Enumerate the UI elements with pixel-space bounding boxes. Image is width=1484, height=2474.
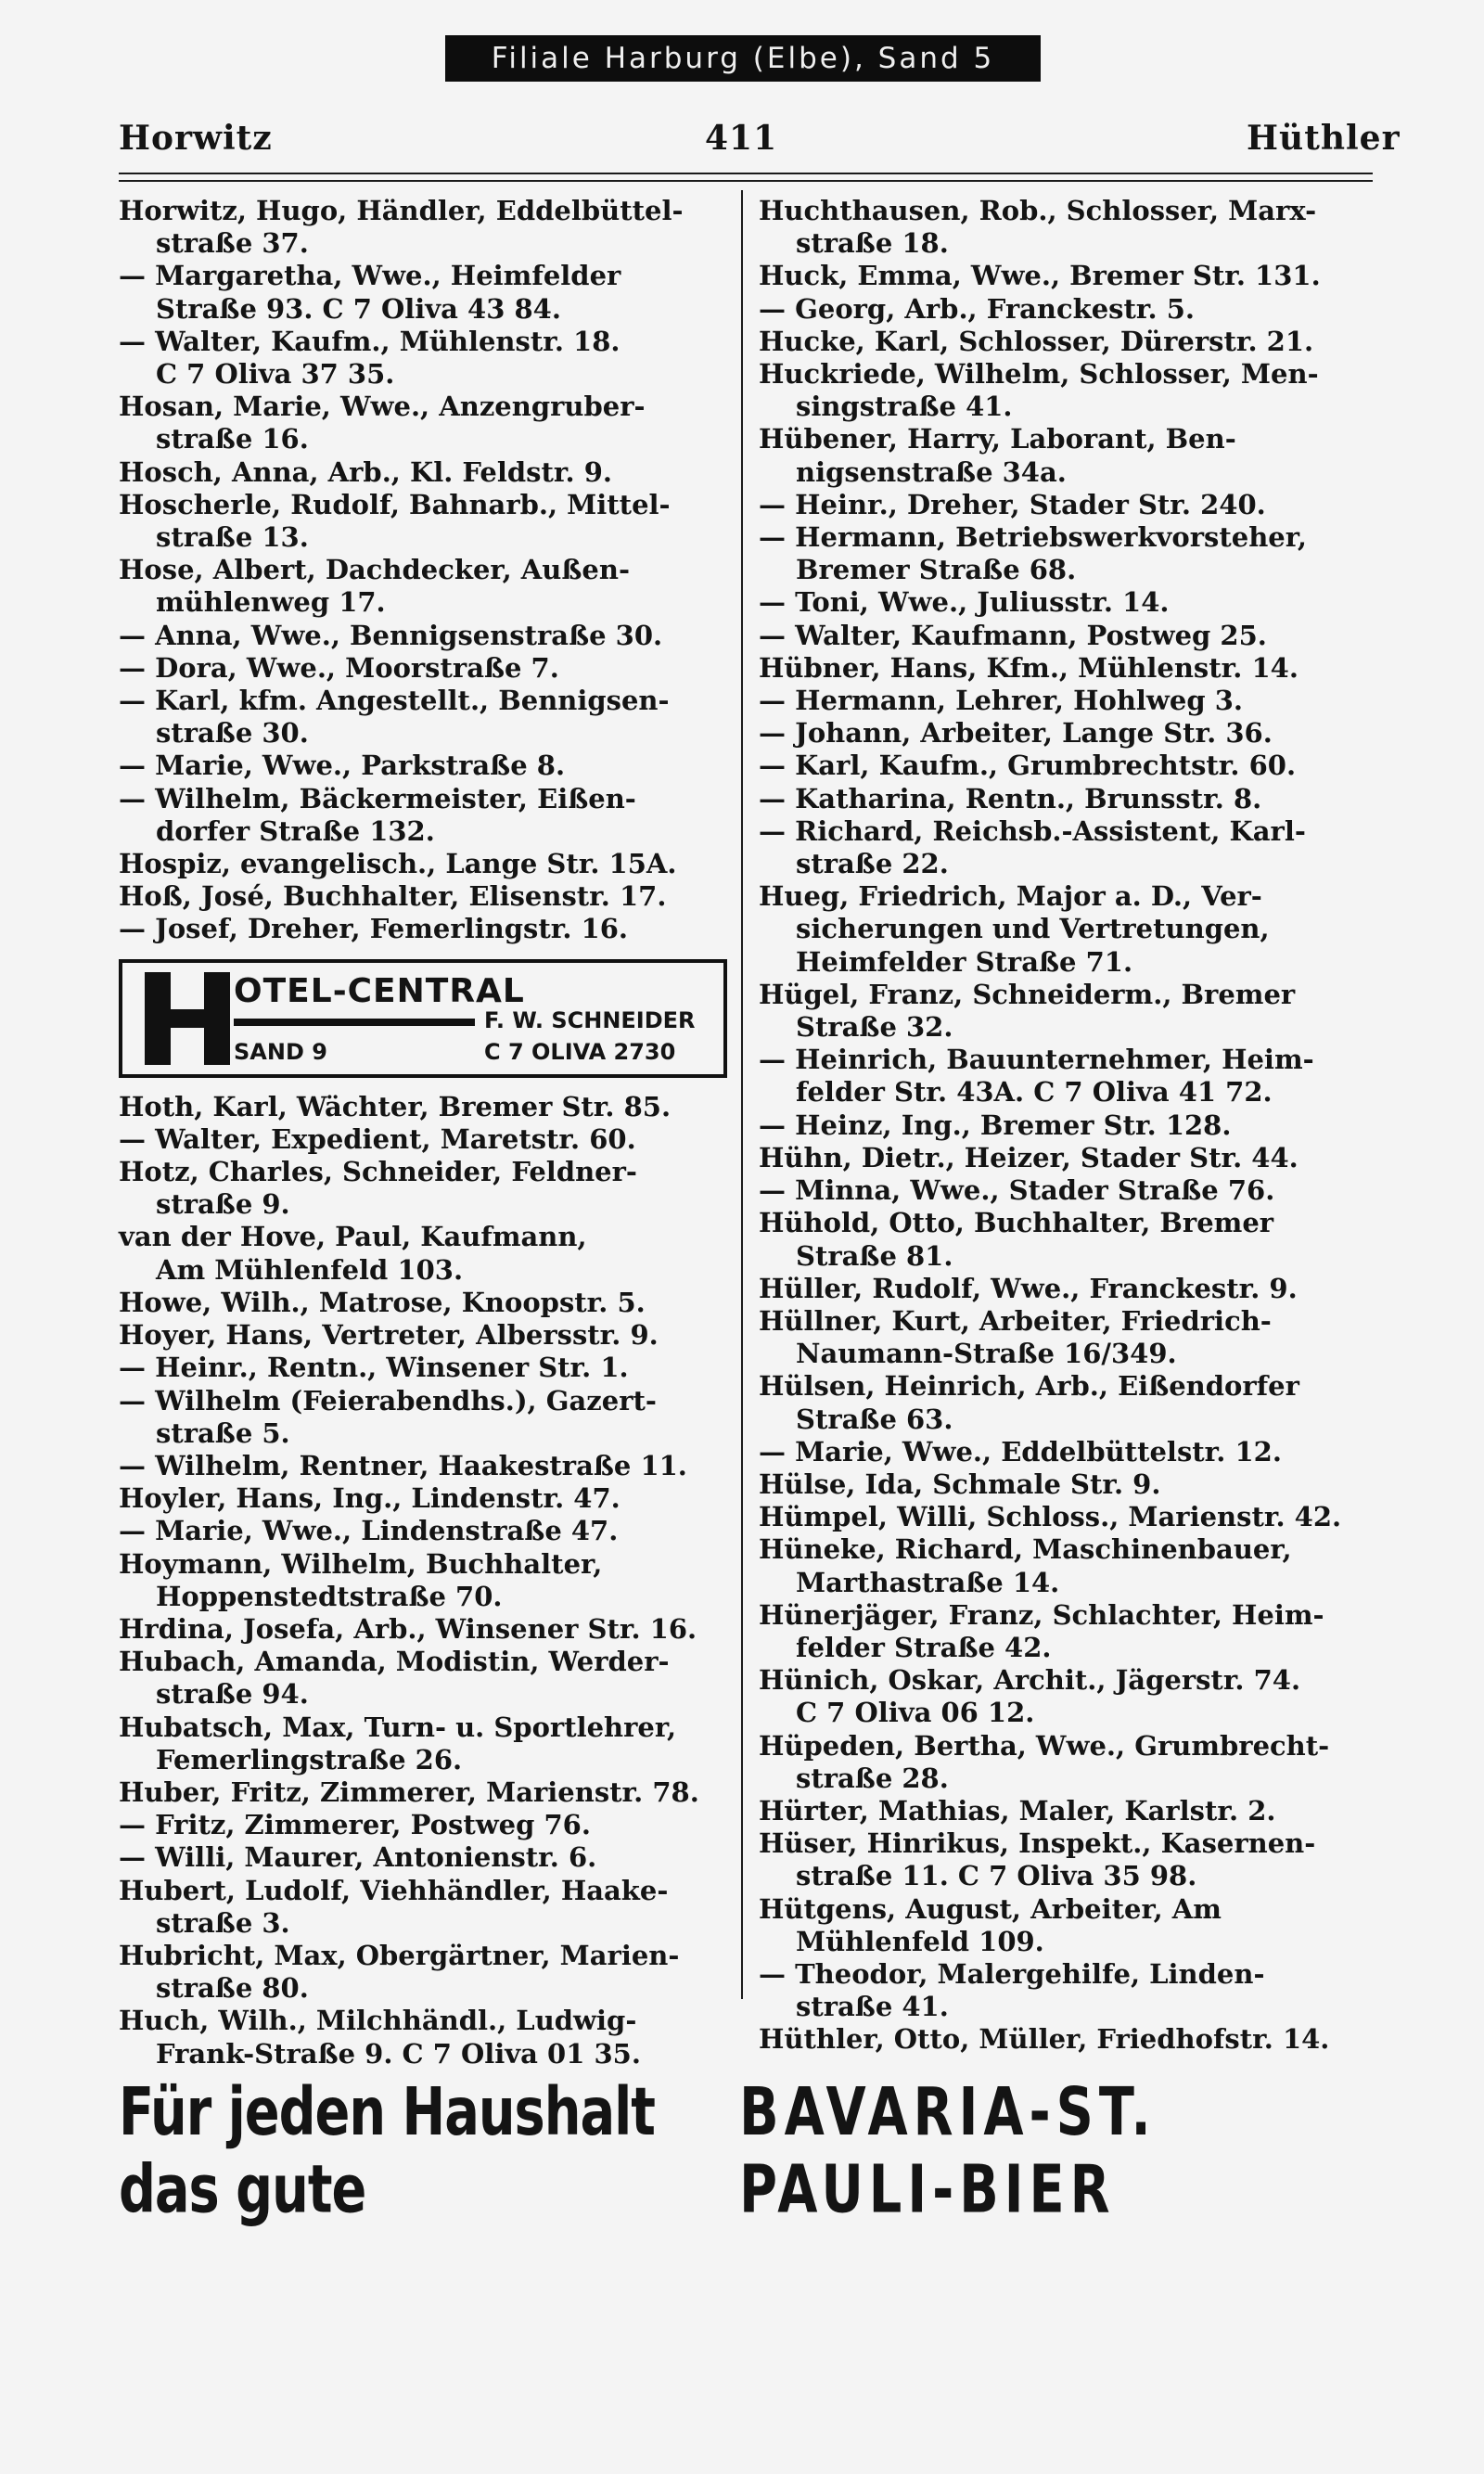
entry-first-line: — Fritz, Zimmerer, Postweg 76.	[119, 1809, 591, 1841]
directory-entry	[759, 1893, 1371, 1958]
entry-continuation-line: straße 80.	[156, 1972, 309, 2005]
entry-first-line: Huber, Fritz, Zimmerer, Marienstr. 78.	[119, 1775, 699, 1808]
entry-first-line: Hoyler, Hans, Ing., Lindenstr. 47.	[119, 1482, 620, 1515]
ad-stripe	[234, 1019, 475, 1026]
directory-entry	[759, 1305, 1371, 1370]
entry-first-line: Hosan, Marie, Wwe., Anzengruber-	[119, 391, 646, 423]
directory-entry	[759, 423, 1371, 488]
entry-first-line: — Wilhelm, Rentner, Haakestraße 11.	[119, 1449, 687, 1481]
directory-entry	[119, 1385, 731, 1450]
entry-first-line: Hübener, Harry, Laborant, Ben-	[759, 423, 1236, 455]
entry-continuation-line: Mühlenfeld 109.	[796, 1925, 1044, 1957]
directory-entry	[759, 1827, 1371, 1892]
entry-continuation-line: straße 41.	[796, 1991, 949, 2023]
entry-first-line: Horwitz, Hugo, Händler, Eddelbüttel-	[119, 195, 684, 226]
entry-first-line: Hueg, Friedrich, Major a. D., Ver-	[759, 880, 1262, 913]
entry-first-line: Hümpel, Willi, Schloss., Marienstr. 42.	[759, 1501, 1342, 1533]
directory-entry	[119, 554, 731, 619]
entry-first-line: Howe, Wilh., Matrose, Knoopstr. 5.	[119, 1286, 646, 1318]
entry-first-line: — Walter, Kaufm., Mühlenstr. 18.	[119, 325, 620, 357]
directory-entry	[759, 717, 1371, 750]
entry-first-line: van der Hove, Paul, Kaufmann,	[119, 1221, 587, 1253]
header-rule-bottom	[119, 180, 1373, 182]
directory-entry	[759, 489, 1371, 521]
running-head-right: Hüthler	[1247, 119, 1401, 158]
entry-continuation-line: sicherungen und Vertretungen,	[796, 913, 1270, 945]
directory-entry	[119, 1809, 731, 1841]
directory-entry	[759, 1174, 1371, 1207]
directory-entry	[759, 750, 1371, 782]
entry-first-line: — Heinrich, Bauunternehmer, Heim-	[759, 1044, 1314, 1076]
directory-entry	[759, 1142, 1371, 1174]
entry-first-line: Hoymann, Wilhelm, Buchhalter,	[119, 1547, 603, 1580]
directory-entry	[759, 521, 1371, 586]
directory-entry	[759, 358, 1371, 423]
directory-entry	[119, 1646, 731, 1711]
directory-entry	[759, 652, 1371, 685]
entry-first-line: Hügel, Franz, Schneiderm., Bremer	[759, 978, 1296, 1010]
page-number: 411	[705, 119, 778, 158]
entry-continuation-line: C 7 Oliva 06 12.	[796, 1697, 1035, 1729]
entry-continuation-line: straße 37.	[156, 227, 309, 260]
entry-first-line: — Hermann, Lehrer, Hohlweg 3.	[759, 685, 1243, 717]
entry-first-line: — Karl, Kaufm., Grumbrechtstr. 60.	[759, 750, 1297, 782]
directory-entry	[119, 1776, 731, 1809]
entry-continuation-line: straße 18.	[796, 227, 949, 260]
entry-first-line: Hose, Albert, Dachdecker, Außen-	[119, 554, 630, 586]
directory-entry	[119, 1711, 731, 1776]
entry-first-line: Hoscherle, Rudolf, Bahnarb., Mittel-	[119, 488, 671, 520]
entry-first-line: Huch, Wilh., Milchhändl., Ludwig-	[119, 2005, 637, 2037]
entry-first-line: Hrdina, Josefa, Arb., Winsener Str. 16.	[119, 1612, 697, 1645]
directory-entry	[759, 1436, 1371, 1468]
entry-continuation-line: Straße 93. C 7 Oliva 43 84.	[156, 292, 561, 325]
left-entries-upper	[119, 195, 731, 946]
directory-entry	[119, 1875, 731, 1940]
directory-entry	[119, 1352, 731, 1384]
entry-first-line: — Richard, Reichsb.-Assistent, Karl-	[759, 814, 1306, 847]
directory-entry	[119, 783, 731, 848]
directory-entry	[119, 1287, 731, 1319]
footer-slogan: Für jeden Haushalt das gute	[119, 2072, 655, 2228]
beer-advertisement	[119, 2072, 1373, 2228]
entry-first-line: Hüthler, Otto, Müller, Friedhofstr. 14.	[759, 2023, 1330, 2056]
directory-entry	[119, 2005, 731, 2070]
ad-owner: F. W. SCHNEIDER	[484, 1006, 696, 1033]
directory-entry	[119, 1940, 731, 2005]
directory-entry	[119, 652, 731, 685]
directory-entry	[119, 1319, 731, 1352]
entry-continuation-line: Heimfelder Straße 71.	[796, 945, 1133, 978]
entry-first-line: Hülsen, Heinrich, Arb., Eißendorfer	[759, 1370, 1299, 1403]
hotel-h-logo	[145, 972, 230, 1065]
entry-first-line: — Anna, Wwe., Bennigsenstraße 30.	[119, 619, 663, 651]
entry-first-line: Hübner, Hans, Kfm., Mühlenstr. 14.	[759, 651, 1298, 684]
directory-entry	[119, 326, 731, 391]
entry-first-line: — Walter, Kaufmann, Postweg 25.	[759, 619, 1267, 651]
directory-entry	[759, 586, 1371, 619]
entry-first-line: Hüneke, Richard, Maschinenbauer,	[759, 1533, 1292, 1566]
entry-continuation-line: straße 94.	[156, 1678, 309, 1711]
entry-first-line: — Minna, Wwe., Stader Straße 76.	[759, 1174, 1275, 1207]
directory-entry	[119, 913, 731, 945]
entry-first-line: — Katharina, Rentn., Brunsstr. 8.	[759, 782, 1262, 814]
entry-continuation-line: straße 11. C 7 Oliva 35 98.	[796, 1860, 1197, 1892]
entry-continuation-line: felder Straße 42.	[796, 1631, 1052, 1663]
directory-entry	[119, 260, 731, 325]
directory-entry	[759, 1370, 1371, 1435]
entry-first-line: Hütgens, August, Arbeiter, Am	[759, 1892, 1222, 1925]
entry-first-line: Hospiz, evangelisch., Lange Str. 15A.	[119, 848, 677, 880]
directory-entry	[759, 815, 1371, 880]
header-rule-top	[119, 173, 1373, 174]
directory-entry	[759, 1109, 1371, 1142]
directory-entry	[119, 1221, 731, 1286]
directory-entry	[759, 1958, 1371, 2023]
entry-first-line: Hüller, Rudolf, Wwe., Franckestr. 9.	[759, 1272, 1298, 1304]
entry-first-line: Hoß, José, Buchhalter, Elisenstr. 17.	[119, 880, 667, 913]
entry-first-line: Hosch, Anna, Arb., Kl. Feldstr. 9.	[119, 455, 612, 488]
entry-first-line: Hubatsch, Max, Turn- u. Sportlehrer,	[119, 1711, 677, 1743]
directory-entry	[119, 1450, 731, 1482]
entry-continuation-line: singstraße 41.	[796, 391, 1013, 423]
directory-entry	[119, 848, 731, 880]
directory-entry	[759, 260, 1371, 292]
directory-entry	[119, 1515, 731, 1547]
directory-entry	[759, 1664, 1371, 1729]
directory-entry	[119, 1156, 731, 1221]
directory-entry	[759, 1533, 1371, 1598]
entry-first-line: — Theodor, Malergehilfe, Linden-	[759, 1957, 1265, 1990]
directory-entry	[759, 620, 1371, 652]
branch-banner: Filiale Harburg (Elbe), Sand 5	[445, 35, 1041, 82]
ad-hotel-name: OTEL-CENTRAL	[234, 971, 525, 1010]
entry-first-line: — Josef, Dreher, Femerlingstr. 16.	[119, 913, 628, 945]
left-column	[119, 195, 731, 2070]
right-entries	[759, 195, 1371, 2057]
entry-first-line: Hoth, Karl, Wächter, Bremer Str. 85.	[119, 1090, 672, 1122]
entry-first-line: — Dora, Wwe., Moorstraße 7.	[119, 651, 559, 684]
entry-first-line: — Johann, Arbeiter, Lange Str. 36.	[759, 717, 1273, 750]
entry-first-line: Hühn, Dietr., Heizer, Stader Str. 44.	[759, 1141, 1298, 1173]
directory-entry	[759, 293, 1371, 326]
entry-first-line: — Georg, Arb., Franckestr. 5.	[759, 292, 1195, 325]
entry-continuation-line: straße 22.	[796, 848, 949, 880]
entry-first-line: — Marie, Wwe., Lindenstraße 47.	[119, 1515, 619, 1547]
directory-entry	[759, 1730, 1371, 1795]
directory-entry	[759, 685, 1371, 717]
entry-first-line: Hünich, Oskar, Archit., Jägerstr. 74.	[759, 1664, 1301, 1697]
entry-first-line: — Hermann, Betriebswerkvorsteher,	[759, 521, 1308, 554]
entry-first-line: Hürter, Mathias, Maler, Karlstr. 2.	[759, 1794, 1276, 1827]
directory-entry	[119, 1091, 731, 1123]
directory-entry	[119, 1613, 731, 1646]
directory-entry	[759, 979, 1371, 1044]
entry-continuation-line: straße 16.	[156, 423, 309, 455]
entry-first-line: Hüser, Hinrikus, Inspekt., Kasernen-	[759, 1827, 1316, 1860]
directory-entry	[759, 195, 1371, 260]
directory-entry	[759, 1207, 1371, 1272]
directory-entry	[119, 456, 731, 489]
entry-first-line: Hüpeden, Bertha, Wwe., Grumbrecht-	[759, 1729, 1330, 1762]
directory-entry	[759, 880, 1371, 979]
entry-continuation-line: Straße 63.	[796, 1403, 953, 1435]
directory-entry	[119, 1123, 731, 1156]
directory-entry	[119, 750, 731, 782]
entry-first-line: — Margaretha, Wwe., Heimfelder	[119, 260, 621, 292]
entry-first-line: Hubach, Amanda, Modistin, Werder-	[119, 1646, 670, 1678]
entry-first-line: — Wilhelm (Feierabendhs.), Gazert-	[119, 1384, 657, 1416]
entry-continuation-line: felder Str. 43A. C 7 Oliva 41 72.	[796, 1076, 1273, 1109]
right-column	[759, 195, 1371, 2057]
entry-continuation-line: Straße 81.	[796, 1239, 953, 1272]
entry-first-line: — Toni, Wwe., Juliusstr. 14.	[759, 586, 1170, 619]
entry-first-line: Huchthausen, Rob., Schlosser, Marx-	[759, 195, 1317, 226]
entry-continuation-line: Femerlingstraße 26.	[156, 1743, 463, 1775]
running-head-left: Horwitz	[119, 119, 273, 158]
entry-continuation-line: straße 30.	[156, 717, 309, 750]
entry-continuation-line: Straße 32.	[796, 1011, 953, 1044]
entry-first-line: Huck, Emma, Wwe., Bremer Str. 131.	[759, 260, 1321, 292]
directory-entry	[759, 1501, 1371, 1533]
entry-continuation-line: C 7 Oliva 37 35.	[156, 358, 395, 391]
directory-entry	[759, 1468, 1371, 1501]
directory-entry	[119, 880, 731, 913]
entry-first-line: Hucke, Karl, Schlosser, Dürerstr. 21.	[759, 325, 1314, 357]
directory-entry	[119, 685, 731, 750]
entry-continuation-line: straße 28.	[796, 1762, 949, 1794]
directory-entry	[119, 489, 731, 554]
directory-entry	[119, 391, 731, 455]
directory-entry	[759, 1599, 1371, 1664]
entry-continuation-line: nigsenstraße 34a.	[796, 455, 1067, 488]
entry-first-line: Hünerjäger, Franz, Schlachter, Heim-	[759, 1598, 1324, 1631]
entry-first-line: — Marie, Wwe., Eddelbüttelstr. 12.	[759, 1435, 1282, 1468]
entry-first-line: Hubricht, Max, Obergärtner, Marien-	[119, 1939, 680, 1971]
entry-first-line: — Willi, Maurer, Antonienstr. 6.	[119, 1841, 597, 1874]
directory-entry	[119, 1482, 731, 1515]
entry-first-line: Hoyer, Hans, Vertreter, Albersstr. 9.	[119, 1319, 659, 1352]
directory-entry	[759, 1273, 1371, 1305]
directory-entry	[119, 620, 731, 652]
entry-continuation-line: Marthastraße 14.	[796, 1566, 1060, 1598]
directory-entry	[119, 1841, 731, 1874]
directory-entry	[119, 1548, 731, 1613]
ad-address: SAND 9	[234, 1038, 327, 1065]
entry-continuation-line: straße 9.	[156, 1188, 290, 1221]
entry-first-line: — Heinz, Ing., Bremer Str. 128.	[759, 1109, 1232, 1141]
ad-phone: C 7 OLIVA 2730	[484, 1038, 676, 1065]
entry-continuation-line: Frank-Straße 9. C 7 Oliva 01 35.	[156, 2037, 641, 2070]
entry-first-line: Hühold, Otto, Buchhalter, Bremer	[759, 1207, 1274, 1239]
entry-first-line: Hülse, Ida, Schmale Str. 9.	[759, 1468, 1161, 1500]
entry-first-line: — Heinr., Rentn., Winsener Str. 1.	[119, 1352, 629, 1384]
directory-entry	[759, 783, 1371, 815]
directory-entry	[759, 1044, 1371, 1109]
directory-entry	[759, 1795, 1371, 1827]
entry-first-line: — Wilhelm, Bäckermeister, Eißen-	[119, 782, 636, 814]
directory-entry	[759, 326, 1371, 358]
entry-continuation-line: Naumann-Straße 16/349.	[796, 1338, 1177, 1370]
entry-continuation-line: Am Mühlenfeld 103.	[156, 1253, 464, 1286]
directory-entry	[759, 2023, 1371, 2056]
entry-continuation-line: straße 13.	[156, 521, 309, 554]
entry-continuation-line: dorfer Straße 132.	[156, 814, 435, 847]
entry-first-line: Hotz, Charles, Schneider, Feldner-	[119, 1156, 637, 1188]
entry-continuation-line: mühlenweg 17.	[156, 586, 386, 619]
directory-entry	[119, 195, 731, 260]
entry-first-line: — Walter, Expedient, Maretstr. 60.	[119, 1122, 636, 1155]
entry-continuation-line: Bremer Straße 68.	[796, 554, 1077, 586]
entry-continuation-line: straße 3.	[156, 1906, 290, 1939]
entry-first-line: — Heinr., Dreher, Stader Str. 240.	[759, 488, 1266, 520]
entry-first-line: — Karl, kfm. Angestellt., Bennigsen-	[119, 685, 670, 717]
entry-first-line: Hubert, Ludolf, Viehhändler, Haake-	[119, 1874, 669, 1906]
entry-first-line: — Marie, Wwe., Parkstraße 8.	[119, 750, 566, 782]
entry-first-line: Hüllner, Kurt, Arbeiter, Friedrich-	[759, 1304, 1272, 1337]
column-divider	[741, 190, 743, 1999]
hotel-central-ad	[119, 959, 727, 1078]
entry-continuation-line: Hoppenstedtstraße 70.	[156, 1580, 503, 1612]
left-entries-lower	[119, 1091, 731, 2070]
entry-first-line: Huckriede, Wilhelm, Schlosser, Men-	[759, 358, 1319, 391]
entry-continuation-line: straße 5.	[156, 1416, 290, 1449]
footer-brand: BAVARIA-ST. PAULI-BIER	[739, 2072, 1157, 2228]
